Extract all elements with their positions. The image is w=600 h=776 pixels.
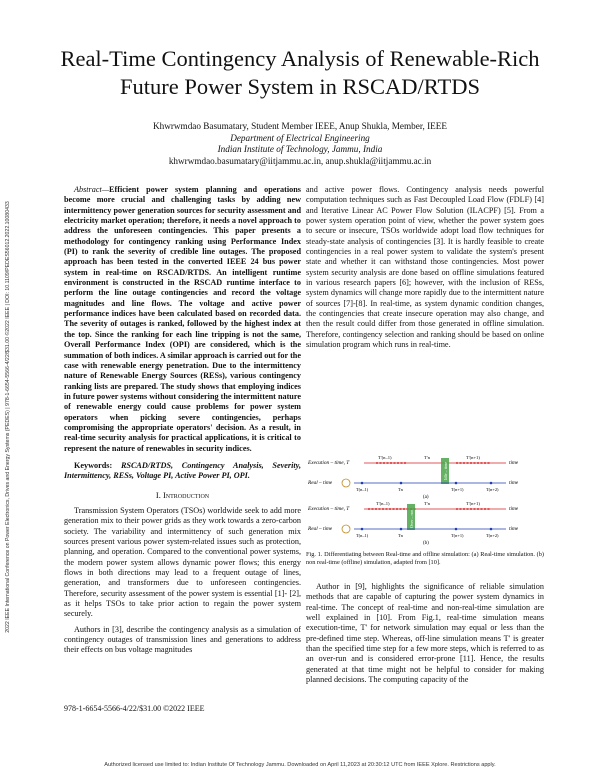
intro-paragraph-1: Transmission System Operators (TSOs) worldwide seek to add more generation mix to their power grids as they work towards a zero-carbon society. The variability and intermittency of such generation mix sources present various power system-related issues such as protection, planning, and operation. Compared to the conventional power systems, the modern power system allows dynamic power flows; this energy flows in both directions may lead to a frequent outage of lines, generation, and transformers due to unforeseen contingencies. Therefore, security assessment of the power system is essential [1]- [2], as it helps TSOs to take prior action to regain the power system securely. (64, 505, 301, 619)
exec-time-label-b: Execution – time, T (308, 506, 350, 512)
exec-tick-a3: T'(n+1) (466, 455, 480, 460)
download-footer: Authorized licensed use limited to: Indian Institute Of Technology Jammu. Downloaded on April 11,2023 at 20:30:12 UTC from IEEE Xplore. Restrictions apply. (104, 762, 496, 768)
time-label-a2: time (509, 480, 519, 486)
exec-tick-a1: T'(n–1) (378, 455, 392, 460)
real-tick-b1: T(n–1) (356, 533, 369, 538)
right-paragraph-1: and active power flows. Contingency analysis needs powerful computation techniques such as Fast Decoupled Load Flow (FDLF) [4] and Iterative Linear AC Power Flow Solution (ILACPF) [5]. From a power system operation point of view, whether the power system goes to secure or insecure, TSOs worldwide adopt load flow techniques for steady-state analysis of contingencies [3]. It is hardly feasible to create contingencies in a real power system to validate the system's present state and whether it can withstand those contingencies. Most power system security analysis are done based on offline simulations featured in various research papers [6]; however, with the inclusion of RESs, system dynamics will change more rapidly due to the intermittent nature of sources [7]-[8]. In real-time, as system dynamic condition changes, the contingencies that create insecure operation may also change, and then the result could differ from those generated in offline simulation. Therefore, contingency selection and ranking should be based on online simulation program which runs in real-time. (306, 185, 544, 350)
abstract-lead: Abstract— (74, 185, 110, 194)
real-time-label-b: Real – time (308, 526, 333, 532)
abstract-text: Efficient power system planning and operations become more crucial and challenging tasks by adding new intermittency power generation sources for security assessment and electricity market operation; therefore, it needs a novel approach to address the unforeseen contingencies. This paper presents a methodology for contingency ranking using Performance Index (PI) to rank the severity of credible line outages. The proposed approach has been tested in the converted IEEE 24 bus power system in real-time on RSCAD/RTDS. An intelligent runtime environment is constructed in the RSCAD runtime interface to perform the line outage contingencies and record the voltage magnitudes and line flows. The voltage and active power performance indices have been calculated based on recorded data. The severity of outages is ranked, followed by the highest index at the top. Since the ranking for each line tripping is not the same, Overall Performance Index (OPI) are considered, which is the summation of both indices. A similar approach is carried out for the case with renewable energy penetration. Due to the intermittency nature of Renewable Energy Sources (RESs), various contingency ranking lists are prepared. The study shows that employing indices in future power systems without considering the intermittent nature of renewable energy could cause problems for power system operators when picking severe contingencies, perhaps compromising the appropriate operators' decision. As a result, in real-time security analysis for practical applications, it is critical to represent the nature of renewables in security indices. (64, 185, 301, 453)
real-tick-b4: T(n+2) (486, 533, 499, 538)
right-column-top (306, 185, 544, 351)
exec-time-label-a: Execution – time, T (308, 460, 350, 466)
copyright-line: 978-1-6654-5566-4/22/$31.00 ©2022 IEEE (64, 704, 205, 713)
right-column-bottom (306, 582, 544, 685)
real-tick-a4: T(n+2) (486, 487, 499, 492)
exec-tick-b1: T'(n–1) (376, 501, 390, 506)
time-label-a1: time (509, 460, 519, 466)
exec-tick-b2: T'n (424, 501, 430, 506)
exec-tick-a2: T'n (424, 455, 430, 460)
author-institute: Indian Institute of Technology, Jammu, India (217, 144, 383, 154)
idle-time-label: Idle – time (443, 461, 448, 480)
conference-side-note: 2022 IEEE International Conference on Power Electronics, Drives and Energy Systems (PEDES) | 978-1-6654-5566-4/22/$31.00 ©2022 IEEE | DOI: 10.1109/PEDES56012.2022.10080433 (5, 201, 11, 633)
intro-paragraph-2: Authors in [3], describe the contingency analysis as a simulation of contingency outages of transmission lines and generations to address their effects on bus voltage magnitudes (64, 624, 301, 655)
author-block (40, 121, 560, 167)
real-tick-a3: T(n+1) (451, 487, 464, 492)
real-tick-a2: Tn (398, 487, 403, 492)
figure-1-timing-diagram (306, 454, 544, 546)
abstract (64, 185, 301, 454)
clock-icon-b (342, 525, 350, 533)
subfigure-a-label: (a) (423, 495, 429, 500)
right-paragraph-2: Author in [9], highlights the significance of reliable simulation methods that are capable of capturing the power system dynamics in real-time. The concept of real-time and non-real-time simulation are well explained in [10]. From Fig.1, real-time simulation means execution-time, T' for network simulation may equal or less than the pre-defined time step. Whereas, off-line simulation means T' is greater than the specified time step for a few more steps, which is referred to as an over-run and is considered error-prone [11]. Hence, the results generated at that time might not be helpful to consider for making planned decisions. The computing capacity of the (306, 582, 544, 685)
keywords-lead: Keywords: (74, 460, 113, 470)
real-tick-b2: Tn (398, 533, 403, 538)
over-run-label: Over – run (409, 509, 414, 528)
real-tick-b3: T(n+1) (451, 533, 464, 538)
clock-icon-a (342, 479, 350, 487)
time-label-b1: time (509, 506, 519, 512)
subfigure-b-label: (b) (423, 541, 429, 546)
author-department: Department of Electrical Engineering (230, 132, 370, 143)
time-label-b2: time (509, 526, 519, 532)
figure-1-caption: Fig. 1. Differentiating between Real-time and offline simulation: (a) Real-time simulation. (b) non real-time (offline) simulation, adapted from [10]. (306, 551, 544, 566)
keywords-text: RSCAD/RTDS, Contingency Analysis, Severity, Intermittency, RESs, Voltage PI, Active Power PI, OPI. (64, 460, 302, 481)
author-names: Khwrwmdao Basumatary, Student Member IEEE, Anup Shukla, Member, IEEE (153, 121, 447, 131)
left-column (64, 185, 301, 656)
exec-tick-b3: T'(n+1) (466, 501, 480, 506)
real-tick-a1: T(n–1) (356, 487, 369, 492)
author-emails: khwrwmdao.basumatary@iitjammu.ac.in, anup.shukla@iitjammu.ac.in (168, 155, 432, 166)
section-heading-introduction: I. Introduction (155, 489, 210, 500)
paper-title: Real-Time Contingency Analysis of Renewable-Rich Future Power System in RSCAD/RTDS (60, 46, 540, 99)
keywords (64, 461, 301, 482)
real-time-label-a: Real – time (308, 480, 333, 486)
